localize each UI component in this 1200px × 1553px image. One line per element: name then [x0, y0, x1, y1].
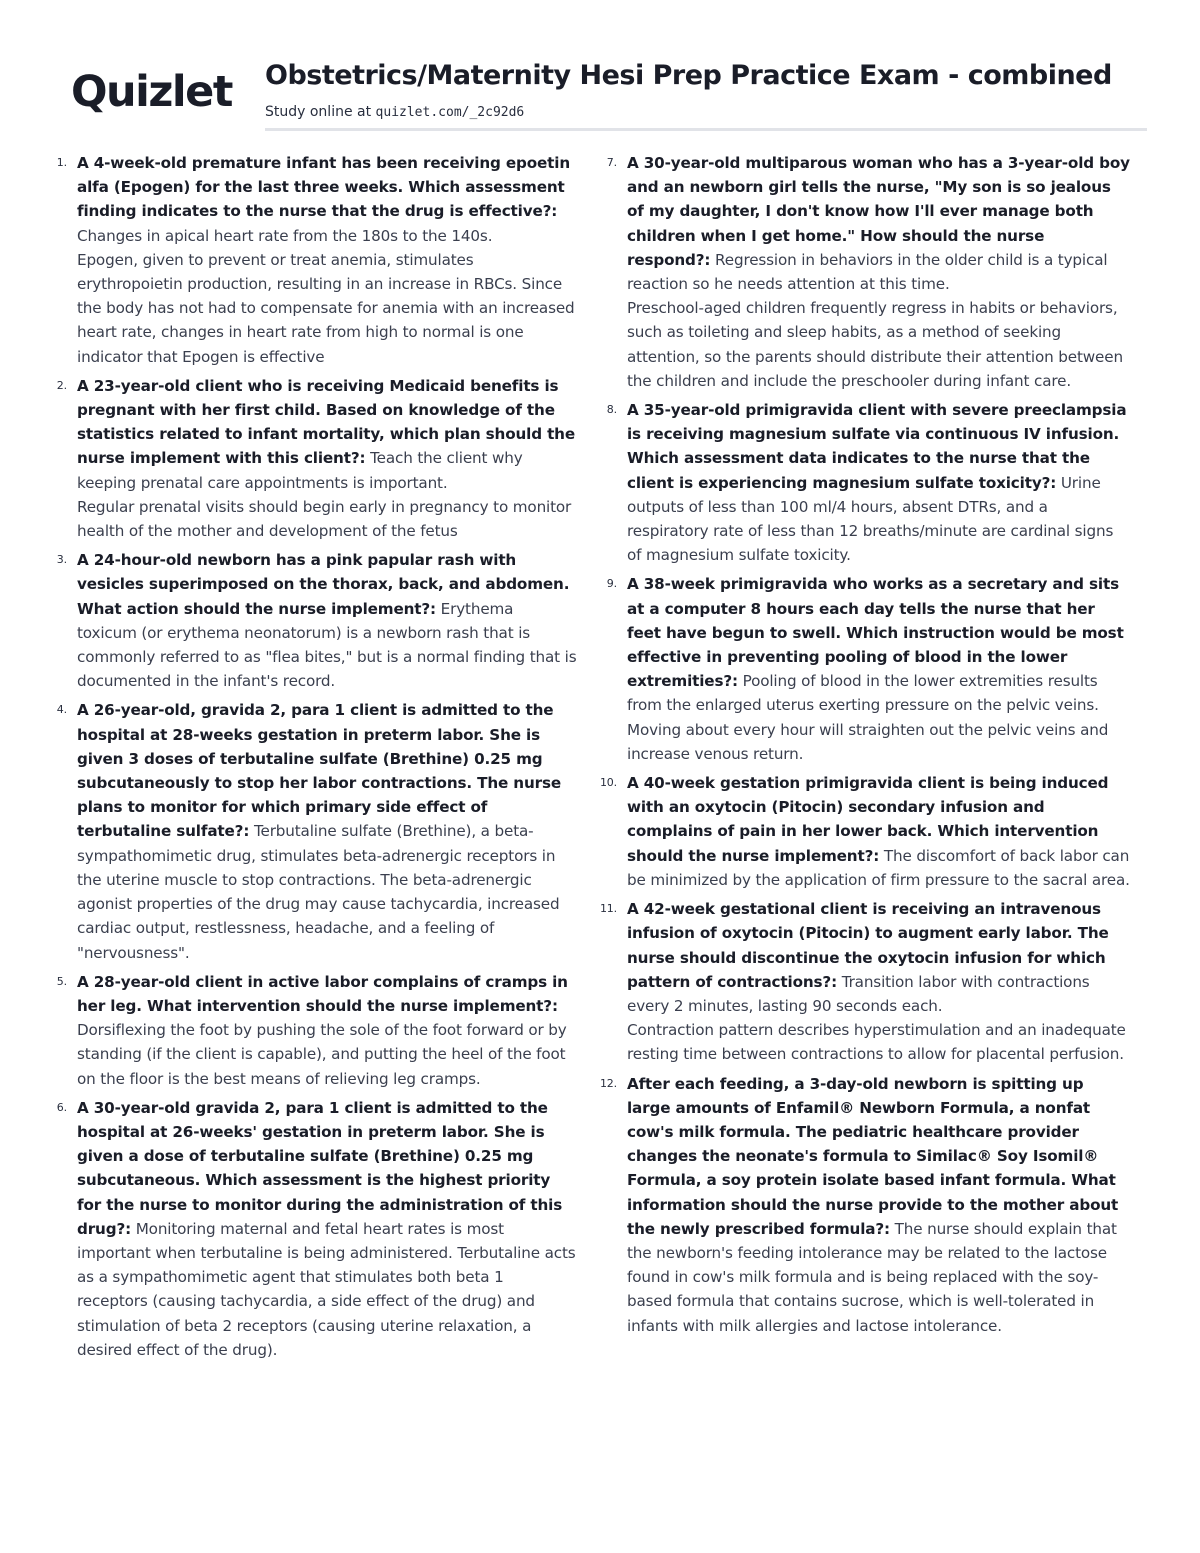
question-text: A 40-week gestation primigravida client is being induced with an oxytocin (Pitocin) secondary infusion and complains of pain in her lower back. Which intervention should the nurse implement?: — [627, 774, 1109, 865]
item-number: 2. — [56, 378, 67, 392]
page-header — [0, 0, 1200, 135]
answer-text: Terbutaline sulfate (Brethine), a beta-sympathomimetic drug, stimulates beta-adrenergic receptors in the uterine muscle to stop contractions. The beta-adrenergic agonist properties of the drug may cause tachycardia, increased cardiac output, restlessness, headache, and a feeling of "nervousness". — [77, 822, 560, 962]
list-item — [45, 970, 577, 1091]
list-item — [45, 548, 577, 693]
item-number: 9. — [606, 577, 617, 591]
answer-text: Monitoring maternal and fetal heart rates is most important when terbutaline is being administered. Terbutaline acts as a sympathomimetic agent that stimulates both beta 1 receptors (causing tachycardia, a side effect of the drug) and stimulation of beta 2 receptors (causing uterine relaxation, a desired effect of the drug). — [77, 1219, 576, 1359]
right-column — [595, 151, 1130, 1343]
list-item — [595, 398, 1130, 567]
answer-text: Urine outputs of less than 100 ml/4 hours, absent DTRs, and a respiratory rate of less than 12 breaths/minute are cardinal signs of magnesium sulfate toxicity. — [627, 473, 1114, 565]
study-online-line — [265, 102, 524, 123]
list-item — [45, 151, 577, 369]
answer-text: The discomfort of back labor can be minimized by the application of firm pressure to the sacral area. — [627, 846, 1130, 889]
item-number: 5. — [56, 974, 67, 988]
answer-text: Transition labor with contractions every 2 minutes, lasting 90 seconds each. Contraction pattern describes hyperstimulation and an inadequate resting time between contractions to allow for placental perfusion. — [627, 972, 1126, 1064]
question-text: A 26-year-old, gravida 2, para 1 client is admitted to the hospital at 28-weeks gestation in preterm labor. She is given 3 doses of terbutaline sulfate (Brethine) 0.25 mg subcutaneously to stop her labor contractions. The nurse plans to monitor for which primary side effect of terbutaline sulfate?: — [77, 701, 562, 841]
left-column — [45, 151, 577, 1367]
answer-text: Changes in apical heart rate from the 180s to the 140s. Epogen, given to prevent or treat anemia, stimulates erythropoietin production, resulting in an increase in RBCs. Since the body has not had to compensate for anemia with an increased heart rate, changes in heart rate from high to normal is one indicator that Epogen is effective — [77, 226, 575, 366]
item-number: 7. — [606, 156, 617, 169]
answer-text: Erythema toxicum (or erythema neonatorum) is a newborn rash that is commonly referred to as "flea bites," but is a normal finding that is documented in the infant's record. — [77, 599, 577, 691]
page-title: Obstetrics/Maternity Hesi Prep Practice Exam - combined — [265, 60, 1112, 91]
item-number: 8. — [606, 403, 617, 417]
list-item — [595, 897, 1130, 1066]
question-text: A 30-year-old multiparous woman who has a 3-year-old boy and an newborn girl tells the nurse, "My son is so jealous of my daughter, I don't know how I'll ever manage both children when I get home." How should the nurse respond?: — [627, 154, 1130, 269]
question-text: A 23-year-old client who is receiving Medicaid benefits is pregnant with her first child. Based on knowledge of the statistics related to infant mortality, which plan should the nurse implement with this client?: — [77, 376, 575, 468]
question-text: A 4-week-old premature infant has been receiving epoetin alfa (Epogen) for the last three weeks. Which assessment finding indicates to the nurse that the drug is effective?: — [77, 154, 570, 221]
list-item — [595, 151, 1130, 393]
question-text: A 42-week gestational client is receiving an intravenous infusion of oxytocin (Pitocin) to augment early labor. The nurse should discontinue the oxytocin infusion for which pattern of contractions?: — [627, 900, 1109, 991]
list-item — [595, 572, 1130, 766]
answer-text: Teach the client why keeping prenatal care appointments is important. Regular prenatal visits should begin early in pregnancy to monitor health of the mother and development of the fetus — [77, 449, 572, 541]
answer-text: Dorsiflexing the foot by pushing the sole of the foot forward or by standing (if the client is capable), and putting the heel of the foot on the floor is the best means of relieving leg cramps. — [77, 1021, 567, 1088]
question-text: A 35-year-old primigravida client with severe preeclampsia is receiving magnesium sulfate via continuous IV infusion. Which assessment data indicates to the nurse that the client is experiencing magnesium sulfate toxicity?: — [627, 401, 1127, 492]
item-number: 3. — [56, 553, 67, 567]
question-text: A 28-year-old client in active labor complains of cramps in her leg. What intervention should the nurse implement?: — [77, 972, 568, 1015]
item-number: 11. — [599, 902, 617, 916]
list-item — [595, 1072, 1130, 1338]
list-item — [45, 1096, 577, 1362]
item-number: 1. — [56, 156, 67, 169]
list-item — [45, 698, 577, 964]
study-online-label: Study online at — [265, 104, 376, 120]
answer-text: Regression in behaviors in the older child is a typical reaction so he needs attention at this time. Preschool-aged children frequently regress in habits or behaviors, such as toileting and sleep habits, as a method of seeking attention, so the parents should distribute their attention between the children and include the preschooler during infant care. — [627, 250, 1123, 390]
item-number: 12. — [599, 1076, 617, 1090]
quizlet-logo[interactable]: Quizlet — [71, 67, 232, 117]
answer-text: The nurse should explain that the newborn's feeding intolerance may be related to the lactose found in cow's milk formula and is being replaced with the soy-based formula that contains sucrose, which is well-tolerated in infants with milk allergies and lactose intolerance. — [627, 1219, 1117, 1335]
question-text: A 38-week primigravida who works as a secretary and sits at a computer 8 hours each day tells the nurse that her feet have begun to swell. Which instruction would be most effective in preventing pooling of blood in the lower extremities?: — [627, 575, 1124, 691]
list-item — [595, 771, 1130, 892]
item-number: 4. — [56, 703, 67, 717]
question-text: After each feeding, a 3-day-old newborn is spitting up large amounts of Enfamil® Newborn Formula, a nonfat cow's milk formula. The pediatric healthcare provider changes the neonate's formula to Similac® Soy Isomil® Formula, a soy protein isolate based infant formula. What information should the nurse provide to the mother about the newly prescribed formula?: — [627, 1074, 1119, 1238]
header-divider — [265, 128, 1147, 131]
item-number: 6. — [56, 1100, 67, 1114]
question-text: A 24-hour-old newborn has a pink papular rash with vesicles superimposed on the thorax, back, and abdomen. What action should the nurse implement?: — [77, 551, 570, 618]
item-number: 10. — [599, 776, 617, 790]
question-text: A 30-year-old gravida 2, para 1 client is admitted to the hospital at 26-weeks' gestation in preterm labor. She is given a dose of terbutaline sulfate (Brethine) 0.25 mg subcutaneous. Which assessment is the highest priority for the nurse to monitor during the administration of this drug?: — [77, 1098, 563, 1238]
list-item — [45, 374, 577, 543]
answer-text: Pooling of blood in the lower extremities results from the enlarged uterus exerting pressure on the pelvic veins. Moving about every hour will straighten out the pelvic veins and increase venous return. — [627, 672, 1109, 763]
study-url-link[interactable]: quizlet.com/_2c92d6 — [375, 105, 525, 120]
